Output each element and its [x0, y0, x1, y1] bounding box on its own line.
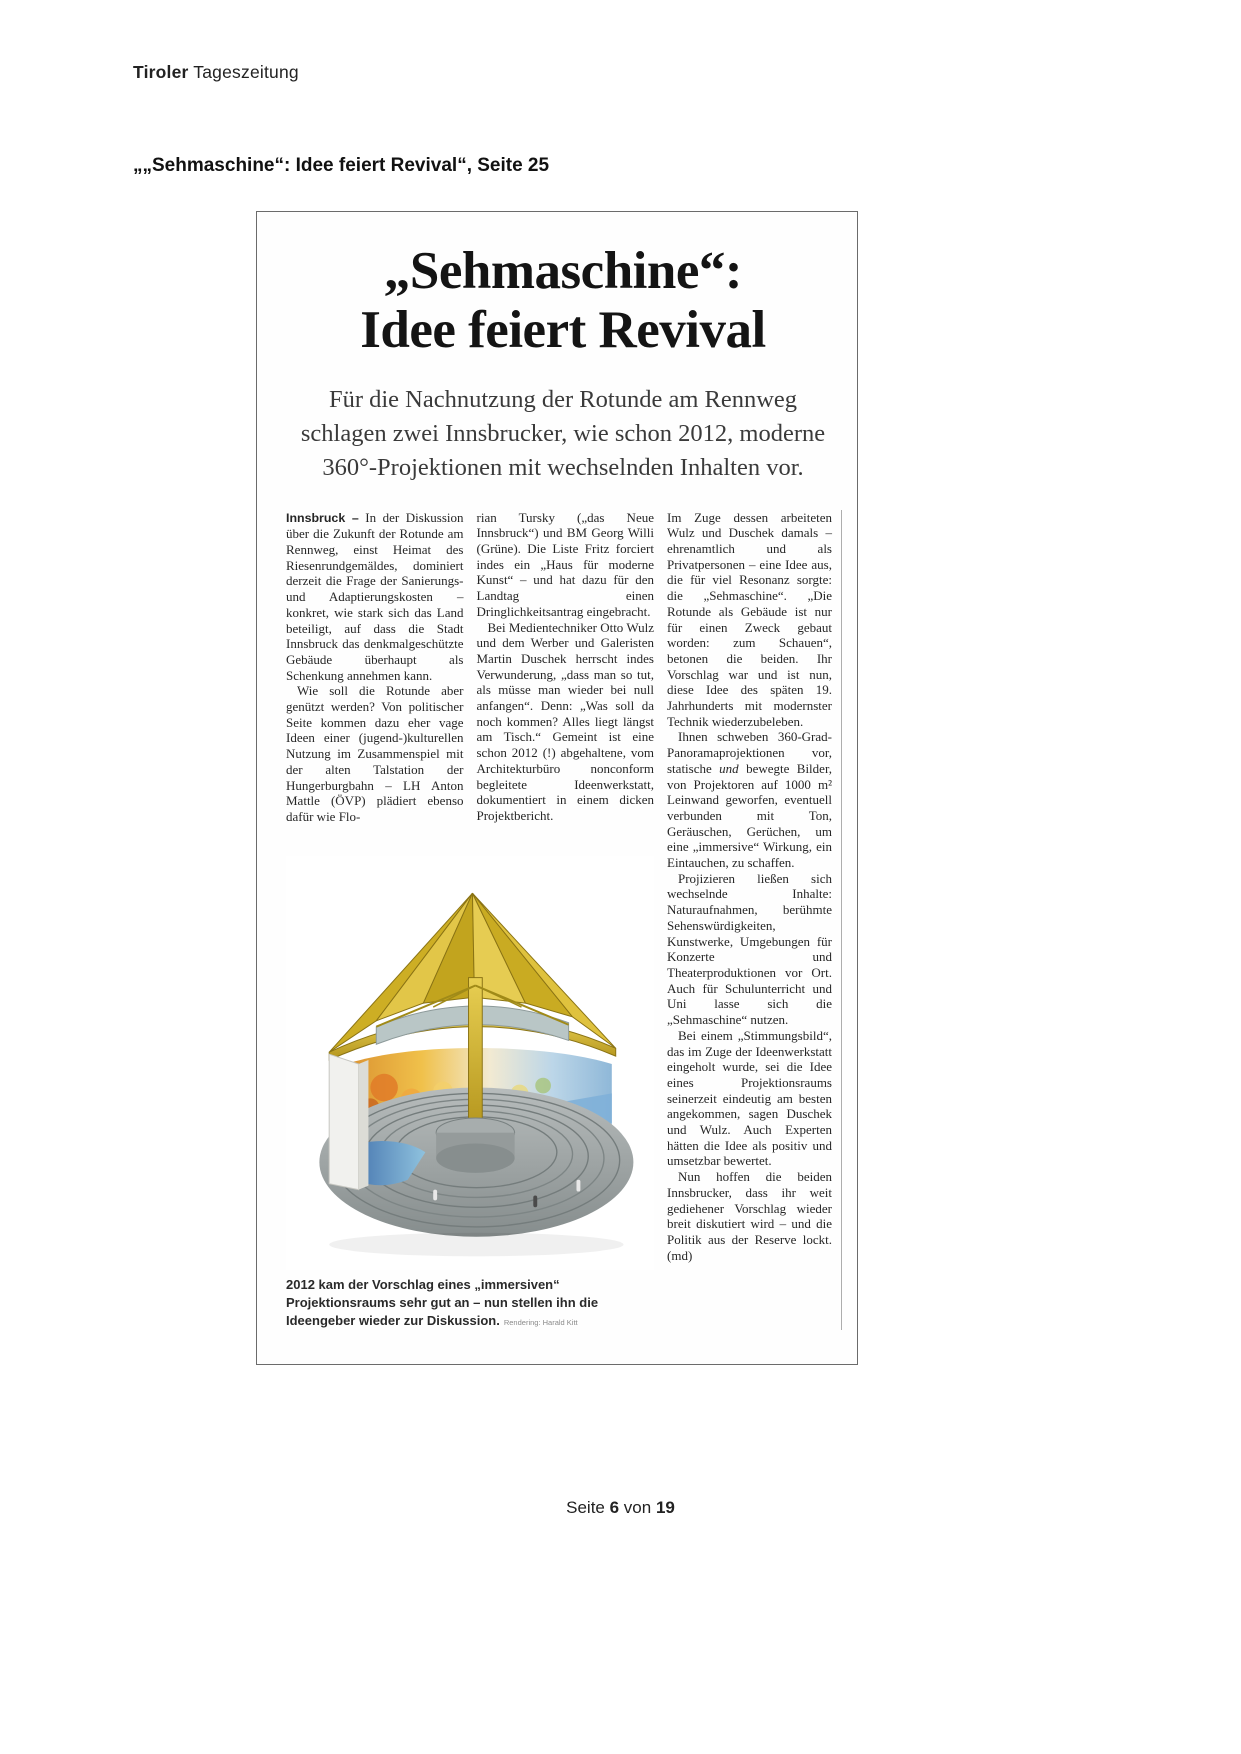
masthead-rest: Tageszeitung: [188, 62, 299, 82]
columns-1-2: [286, 510, 654, 848]
footer-prefix: Seite: [566, 1498, 610, 1517]
paragraph: [286, 510, 464, 684]
rotunda-rendering-image: [286, 856, 654, 1270]
article-subhead: Für die Nachnutzung der Rotunde am Rennweg schlagen zwei Innsbrucker, wie schon 2012, moderne 360°-Projektionen mit wechselnden Inhalten vor.: [300, 385, 826, 482]
newspaper-clipping: [256, 211, 858, 1365]
footer-page-number: 6: [609, 1498, 620, 1517]
article-photo-block: [286, 856, 654, 1331]
paragraph: [667, 729, 832, 870]
paragraph: Nun hoffen die beiden Innsbrucker, dass ihr weit gediehener Vorschlag wieder breit diskutiert wird – und die Politik aus der Reserve lockt. (md): [667, 1169, 832, 1263]
article-column-1: [286, 510, 464, 848]
paragraph: rian Tursky („das Neue Innsbruck“) und BM Georg Willi (Grüne). Die Liste Fritz forciert indes ein „Haus für moderne Kunst“ – und hat dazu für den Landtag einen Dringlichkeitsantrag eingebracht.: [476, 509, 654, 619]
headline-line2: Idee feiert Revival: [360, 301, 766, 360]
cutaway-wall: [329, 1054, 368, 1189]
caption-text: 2012 kam der Vorschlag eines „immersiven“ Projektionsraums sehr gut an – nun stellen ihn die Ideengeber wieder zur Diskussion.: [286, 1276, 599, 1328]
italic-word: und: [719, 760, 739, 776]
page-footer: [0, 1498, 1241, 1518]
footer-middle: von: [619, 1498, 656, 1517]
paragraph: Projizieren ließen sich wechselnde Inhalte: Naturaufnahmen, berühmte Sehenswürdigkeiten, Kunstwerke, Umgebungen für Konzerte und Theaterproduktionen vor Ort. Auch für Schulunterricht und Uni lasse sich die „Sehmaschine“ nutzen.: [667, 870, 832, 1028]
left-area: [286, 510, 654, 1331]
clipping-reference-title: „„Sehmaschine“: Idee feiert Revival“, Seite 25: [133, 155, 550, 176]
paragraph: Bei Medientechniker Otto Wulz und dem Werber und Galeristen Martin Duschek herrscht indes Verwunderung, „dass man so tut, als müsse man wieder bei null anfangen“. Denn: „Was soll da noch kommen? Alles liegt längst am Tisch.“ Gemeint ist eine schon 2012 (!) abgehaltene, vom Architekturbüro nonconform begleitete Ideenwerkstatt, dokumentiert in einem dicken Projektbericht.: [476, 619, 654, 823]
paragraph: Bei einem „Stimmungsbild“, das im Zuge der Ideenwerkstatt eingeholt wurde, sei die Idee eines Projektionsraums seinerzeit eindeutig am besten angekommen, sagen Duschek und Wulz. Auch Experten hätten die Idee als positiv und umsetzbar bewertet.: [667, 1027, 832, 1169]
article-column-3: [667, 510, 842, 1331]
dateline: Innsbruck –: [286, 510, 359, 525]
photo-caption: [286, 1276, 654, 1331]
paragraph-text: In der Diskussion über die Zukunft der Rotunde am Rennweg, einst Heimat des Riesenrundgemäldes, dominiert derzeit die Frage der Sanierungs- und Adaptierungskosten – konkret, wie stark sich das Land beteiligt, auf dass die Stadt Innsbruck das denkmalgeschützte Gebäude überhaupt als Schenkung annehmen kann.: [286, 509, 464, 683]
article-column-2: [477, 510, 655, 848]
article-body: [286, 510, 840, 1331]
headline-line1: „Sehmaschine“:: [383, 242, 743, 300]
footer-total-pages: 19: [655, 1498, 675, 1517]
paragraph-text: Ihnen schweben 360-Grad-Panoramaprojektionen vor, statische: [667, 729, 832, 776]
photo-credit: Rendering: Harald Kitt: [503, 1317, 578, 1327]
paragraph: Im Zuge dessen arbeiteten Wulz und Duschek damals – ehrenamtlich und als Privatpersonen – eine Idee aus, die für viel Resonanz sorgte: die „Sehmaschine“. „Die Rotunde als Gebäude ist nur für einen Zweck gebaut worden: zum Schauen“, betonen die beiden. Ihr Vorschlag war und ist nun, diese Idee des späten 19. Jahrhunderts mit modernster Technik wiederzubeleben.: [667, 509, 832, 729]
ground-shadow: [329, 1232, 623, 1256]
paragraph-text: bewegte Bilder, von Projektoren auf 1000 m² Leinwand geworfen, eventuell verbunden mit Ton, Geräuschen, Gerüchen, um eine „immersive“ Wirkung, ein Eintauchen, zu schaffen.: [667, 760, 832, 871]
article-headline: [286, 242, 840, 361]
newspaper-masthead: [133, 62, 299, 83]
masthead-bold: Tiroler: [133, 62, 189, 82]
paragraph: Wie soll die Rotunde aber genützt werden? Von politischer Seite kommen dazu eher vage Ideen einer (jugend-)kulturellen Nutzung im Zusammenspiel mit der alten Talstation der Hungerburgbahn – LH Anton Mattle (ÖVP) plädiert ebenso dafür wie Flo-: [286, 683, 464, 824]
